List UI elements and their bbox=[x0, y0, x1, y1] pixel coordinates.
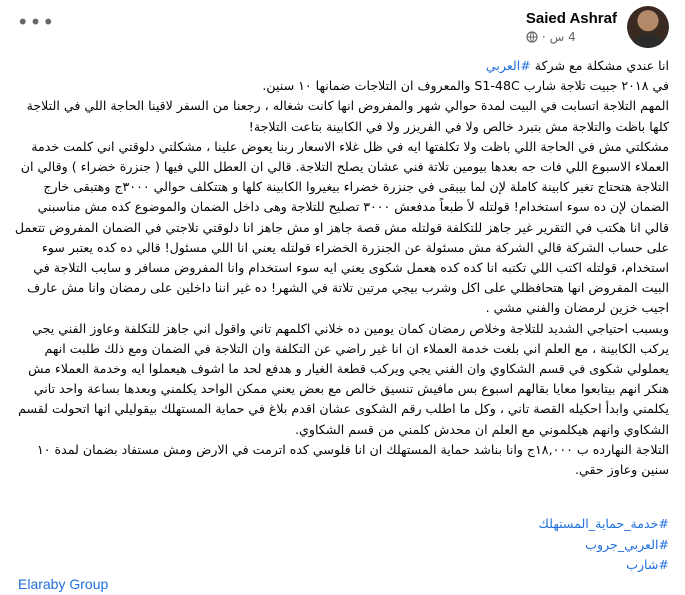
hashtag-link[interactable]: #العربي_جروب bbox=[585, 536, 669, 552]
author-avatar[interactable] bbox=[627, 6, 669, 48]
post-paragraph: انا عندي مشكلة مع شركة #العربي bbox=[485, 58, 669, 73]
author-block bbox=[526, 10, 617, 44]
hashtag-link[interactable]: #شارب bbox=[626, 557, 669, 572]
inline-hashtag-link[interactable]: #العربي bbox=[485, 58, 531, 73]
post-header bbox=[18, 6, 669, 50]
author-name[interactable]: Saied Ashraf bbox=[525, 10, 617, 27]
post-body bbox=[14, 56, 669, 480]
post-meta bbox=[526, 30, 617, 44]
post-paragraph: وبسبب احتياجي الشديد للتلاجة وخلاص رمضان كمان يومين ده خلاني اكلمهم تاني واقول اني جاهز للتكلفة وعاوز الفني يجي يركب الكابينة ، مع العلم اني بلغت خدمة العملاء ان انا غير راضي عن التكلفة وان التلاجة في الضمان ومع ذلك طلبت انهم يعملولي شكوى في قسم الشكاوي وان الفني يجي ويركب قطعة الغيار و هدفع لحد ما اشوف هيعملوا ايه وخدمة العملاء مش هنكر انهم بيتابعوا معايا بقالهم اسبوع بس مافيش تنسيق خالص مع بعض يعني ممكن الواحد يكلمني وبعدها بساعة واحد تاني يكلمني وابدأ احكيله القصة تاني ، وكل ما اطلب رقم الشكوى عشان اقدم بلاغ في حماية المستهلك بيقوليلي انها اتحولت لقسم الشكاوي وانهم هيكلموني مع العلم ان محدش كلمني من قسم الشكاوي. bbox=[18, 320, 669, 437]
globe-icon bbox=[526, 31, 538, 43]
post-paragraph: في ٢٠١٨ جبيت تلاجة شارب S1-48C والمعروف ان التلاجات ضمانها ١٠ سنين. bbox=[262, 78, 669, 94]
more-options-icon[interactable]: ••• bbox=[16, 10, 56, 34]
post-paragraph: مشكلتي مش في الحاجة اللي باظت ولا تكلفتها ايه في ظل غلاء الاسعار ربنا يعوض علينا ، مشكلتي دلوقتي اني كلمت خدمة العملاء الاسبوع اللي فات جه بعدها بيومين تلاتة فني عشان يصلح التلاجة. قالي ان العطل اللي فيها ( جنزرة خضراء ) وقالي ان التلاجة هتحتاج تغير كابينة كاملة لإن لما بيبقى في جنزرة خضراء بيغيروا الكابينة كلها و هتتكلف حوالي ٣٠٠٠ج وهتبقى خارج الضمان لإن ده سوء استخدام! قولتله لأ طبعاً مدفعش ٣٠٠٠ تصليح للتلاجة وهى داخل الضمان والموضوع كده مش مناسبني قالي انا هكتب في التقرير غير جاهز للتكلفة قولتله مش قصة جاهز او مش جاهز انا دلوقتي تلاجتي في الضمان المفروض تتعمل على حساب الشركة قالي الشركة مش مسئولة عن الجنزرة الخضراء قولتله يعني انا اللي مسئول! قالي ده كده يعتبر سوء استخدام، قولتله اكتب اللي تكتبه انا كده كده هعمل شكوى يعني ايه سوء استخدام وانا المفروض مسافر و سايب التلاجة في البيت المفروض انها هتحافظلي على اكل وشرب بيجي مرتين تلاتة في الشهر! ده غير اننا داخلين على رمضان وانا مش عارف اجيب خزين لرمضان والفني مشي . bbox=[14, 138, 669, 316]
hashtag-list bbox=[539, 514, 669, 576]
post-paragraph: التلاجة النهارده ب ١٨,٠٠٠ج وانا بناشد حماية المستهلك ان انا فلوسي كده اترمت في الارض ومش مستفاد بضمان لمدة ١٠ سنين وعاوز حقي. bbox=[37, 441, 669, 478]
hashtag-link[interactable]: #خدمة_حماية_المستهلك bbox=[538, 516, 669, 531]
post-paragraph: المهم التلاجة اتسابت في البيت لمدة حوالي شهر والمفروض انها كانت شغاله ، رجعنا من السفر لاقينا الحاجة اللي في التلاجة كلها باظت والتلاجة مش بتبرد خالص ولا في الفريزر ولا في الكابينة بتاعت التلاجة! bbox=[26, 98, 669, 134]
post-time[interactable]: 4 س bbox=[549, 30, 576, 44]
group-name-link[interactable]: Elaraby Group bbox=[18, 576, 109, 592]
meta-separator: · bbox=[541, 30, 546, 44]
